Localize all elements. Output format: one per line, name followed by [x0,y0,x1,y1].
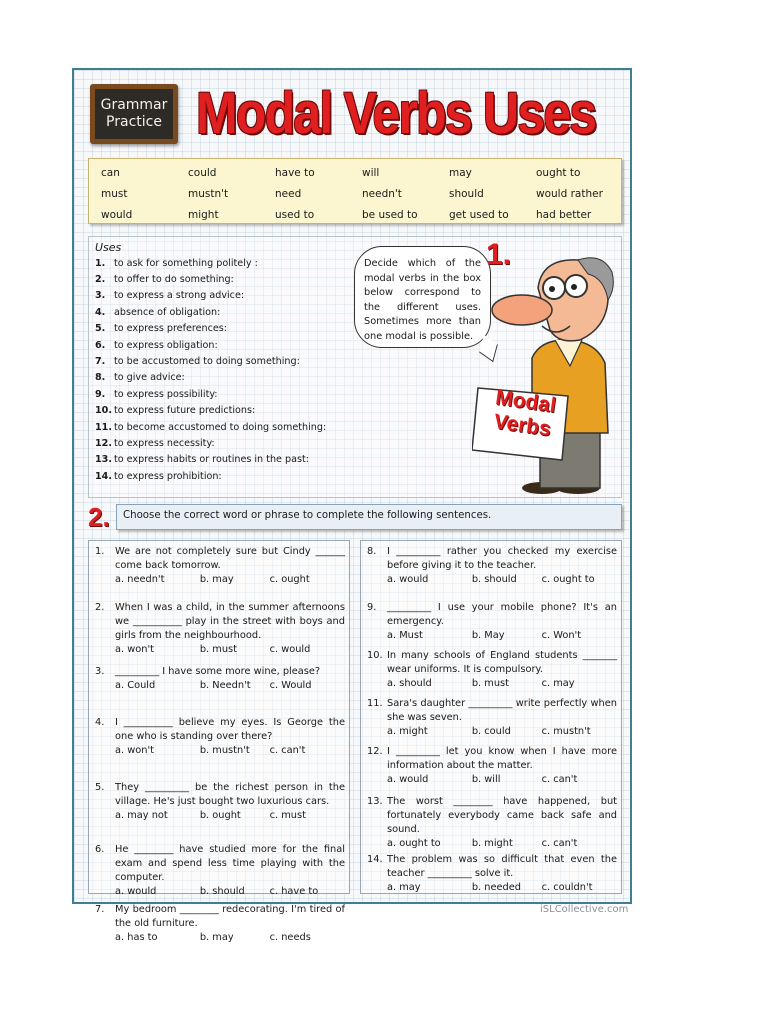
use-number: 7. [95,356,106,368]
option-b[interactable]: b. may [199,574,234,585]
question-text: _________ I have some more wine, please? [115,666,321,677]
word-box-item: mustn't [188,187,229,200]
modal-verbs-word-box [88,158,622,224]
word-box-item: should [449,187,484,200]
answer-options [387,573,617,587]
question-number: 14. [367,854,383,865]
question-text: In many schools of England students _______ wear uniforms. It is compulsory. [387,650,617,675]
use-number: 1. [95,257,106,269]
answer-options [115,809,345,823]
option-b[interactable]: b. May [471,630,505,641]
option-b[interactable]: b. needed [471,882,522,893]
uses-list [95,255,326,484]
option-a[interactable]: a. won't [115,745,154,756]
question-number: 1. [95,546,105,557]
question-number: 8. [367,546,377,557]
option-b[interactable]: b. should [199,886,245,897]
question-text: We are not completely sure but Cindy ______ come back tomorrow. [115,546,345,571]
option-c[interactable]: c. have to [269,886,319,897]
answer-options [387,881,617,895]
use-text: to ask for something politely : [114,257,258,269]
exercise-2-number: 2. [88,502,110,532]
use-text: to express habits or routines in the past: [114,454,309,466]
exercise-question [95,781,345,823]
use-number: 3. [95,290,106,302]
option-c[interactable]: c. Won't [541,630,582,641]
use-item [95,321,326,337]
word-box-item: will [362,166,380,179]
word-box-item: could [188,166,217,179]
option-a[interactable]: a. might [387,726,428,737]
use-item [95,255,326,271]
use-item [95,468,326,484]
option-c[interactable]: c. ought to [541,574,595,585]
use-number: 13. [95,454,112,466]
word-box-item: can [101,166,120,179]
use-text: absence of obligation: [114,306,221,318]
answer-options [115,679,345,693]
sign-line-2: Verbs [492,410,553,441]
option-a[interactable]: a. would [115,886,157,897]
exercise-question [95,665,345,693]
option-a[interactable]: a. has to [115,932,158,943]
question-text: They _________ be the richest person in the village. He's just bought two luxurious cars. [115,782,345,807]
question-number: 10. [367,650,383,661]
question-number: 9. [367,602,377,613]
use-item [95,271,326,287]
use-text: to be accustomed to doing something: [114,356,300,368]
use-item [95,304,326,320]
question-number: 6. [95,844,105,855]
option-a[interactable]: a. Must [387,630,423,641]
option-a[interactable]: a. would [387,774,429,785]
answer-options [115,573,345,587]
option-b[interactable]: b. ought [199,810,241,821]
use-number: 9. [95,388,106,400]
question-number: 11. [367,698,383,709]
use-number: 12. [95,437,112,449]
option-b[interactable]: b. should [471,574,517,585]
option-c[interactable]: c. would [269,644,311,655]
use-item [95,353,326,369]
answer-options [115,931,345,945]
word-box-item: needn't [362,187,402,200]
option-a[interactable]: a. should [387,678,432,689]
exercise-left-column [88,540,350,943]
use-item [95,452,326,468]
question-text: Sara's daughter _________ write perfectly when she was seven. [387,698,617,723]
word-box-item: used to [275,208,315,221]
use-number: 8. [95,372,106,384]
exercise-question [367,795,617,851]
option-c[interactable]: c. may [541,678,575,689]
question-text: The problem was so difficult that even the teacher _________ solve it. [387,854,617,879]
uses-heading: Uses [95,241,122,254]
option-a[interactable]: a. needn't [115,574,165,585]
question-number: 5. [95,782,105,793]
option-a[interactable]: a. Could [115,680,156,691]
option-c[interactable]: c. needs [269,932,311,943]
option-b[interactable]: b. mustn't [199,745,250,756]
use-text: to offer to do something: [114,274,234,286]
option-b[interactable]: b. will [471,774,501,785]
badge-line-1: Grammar [100,97,168,113]
exercise-question [95,545,345,587]
use-number: 10. [95,405,112,417]
use-item [95,386,326,402]
option-b[interactable]: b. must [199,644,237,655]
answer-options [387,677,617,691]
word-box-item: ought to [536,166,581,179]
question-number: 7. [95,904,105,915]
option-a[interactable]: a. may not [115,810,168,821]
cartoon-nose [492,295,552,325]
answer-options [387,725,617,739]
question-text: When I was a child, in the summer afternoons we __________ play in the street with boys and girls from the neighbourhood. [115,602,345,641]
cartoon-eye-left [549,286,555,292]
exercise-question [95,716,345,758]
use-item [95,435,326,451]
option-c[interactable]: c. can't [269,745,306,756]
exercise-right-column [360,540,622,894]
use-number: 5. [95,323,106,335]
option-a[interactable]: a. may [387,882,421,893]
use-text: to express obligation: [114,339,218,351]
answer-options [115,885,345,899]
use-item [95,288,326,304]
question-text: I __________ believe my eyes. Is George the one who is standing over there? [115,717,345,742]
question-number: 4. [95,717,105,728]
question-number: 12. [367,746,383,757]
option-c[interactable]: c. Would [269,680,312,691]
use-text: to become accustomed to doing something: [114,421,327,433]
option-c[interactable]: c. can't [541,774,578,785]
question-text: I _________ let you know when I have more information about the matter. [387,746,617,771]
exercise-question [367,545,617,587]
answer-options [387,629,617,643]
use-text: to express necessity: [114,437,215,449]
word-box-item: be used to [362,208,418,221]
option-c[interactable]: c. couldn't [541,882,593,893]
exercise-question [367,601,617,643]
word-box-item: would [101,208,133,221]
option-c[interactable]: c. ought [269,574,310,585]
grammar-practice-badge [90,84,178,144]
word-box-item: might [188,208,219,221]
use-number: 6. [95,339,106,351]
word-box-item: would rather [536,187,603,200]
instruction-speech-bubble: Decide which of the modal verbs in the box below correspond to the different uses. Sometimes more than one modal is possible. [354,246,491,348]
option-c[interactable]: c. must [269,810,306,821]
question-number: 13. [367,796,383,807]
option-b[interactable]: b. could [471,726,511,737]
option-a[interactable]: a. would [387,574,429,585]
answer-options [115,643,345,657]
use-text: to express possibility: [114,388,218,400]
option-b[interactable]: b. may [199,932,234,943]
option-b[interactable]: b. Needn't [199,680,251,691]
use-number: 14. [95,470,112,482]
use-number: 11. [95,421,112,433]
question-text: I _________ rather you checked my exercise before giving it to the teacher. [387,546,617,571]
question-text: _________ I use your mobile phone? It's an emergency. [387,602,617,627]
exercise-question [367,853,617,895]
sign-line-1: Modal [494,386,558,418]
answer-options [387,773,617,787]
exercise-question [367,745,617,787]
use-text: to express a strong advice: [114,290,245,302]
use-item [95,419,326,435]
option-a[interactable]: a. ought to [387,838,441,849]
word-box-item: need [275,187,302,200]
exercise-question [367,649,617,691]
question-number: 2. [95,602,105,613]
question-text: The worst ________ have happened, but fortunately everybody came back safe and sound. [387,796,617,835]
badge-chalkboard [95,89,173,139]
question-text: He ________ have studied more for the final exam and spend less time playing with the computer. [115,844,345,883]
exercise-question [367,697,617,739]
word-box-item: may [449,166,472,179]
cartoon-eye-right [571,284,577,290]
use-text: to give advice: [114,372,185,384]
answer-options [387,837,617,851]
word-box-item: get used to [449,208,509,221]
page-title: Modal Verbs Uses [196,81,596,146]
exercise-question [95,601,345,657]
option-c[interactable]: c. mustn't [541,726,591,737]
use-item [95,403,326,419]
option-a[interactable]: a. won't [115,644,154,655]
use-item [95,337,326,353]
badge-line-2: Practice [106,114,162,130]
option-c[interactable]: c. can't [541,838,578,849]
word-box-item: have to [275,166,315,179]
exercise-1-number: 1. [486,238,512,271]
answer-options [115,744,345,758]
option-b[interactable]: b. must [471,678,509,689]
exercise-question [95,843,345,899]
exercise-question [95,903,345,945]
word-box-item: must [101,187,128,200]
word-box-item: had better [536,208,592,221]
use-item [95,370,326,386]
use-number: 4. [95,306,106,318]
use-text: to express future predictions: [114,405,256,417]
exercise-2-instruction: Choose the correct word or phrase to complete the following sentences. [116,504,622,530]
option-b[interactable]: b. might [471,838,513,849]
question-text: My bedroom ________ redecorating. I'm tired of the old furniture. [115,904,345,929]
use-text: to express prohibition: [114,470,222,482]
watermark: iSLCollective.com [540,904,629,915]
use-number: 2. [95,274,106,286]
use-text: to express preferences: [114,323,227,335]
question-number: 3. [95,666,105,677]
